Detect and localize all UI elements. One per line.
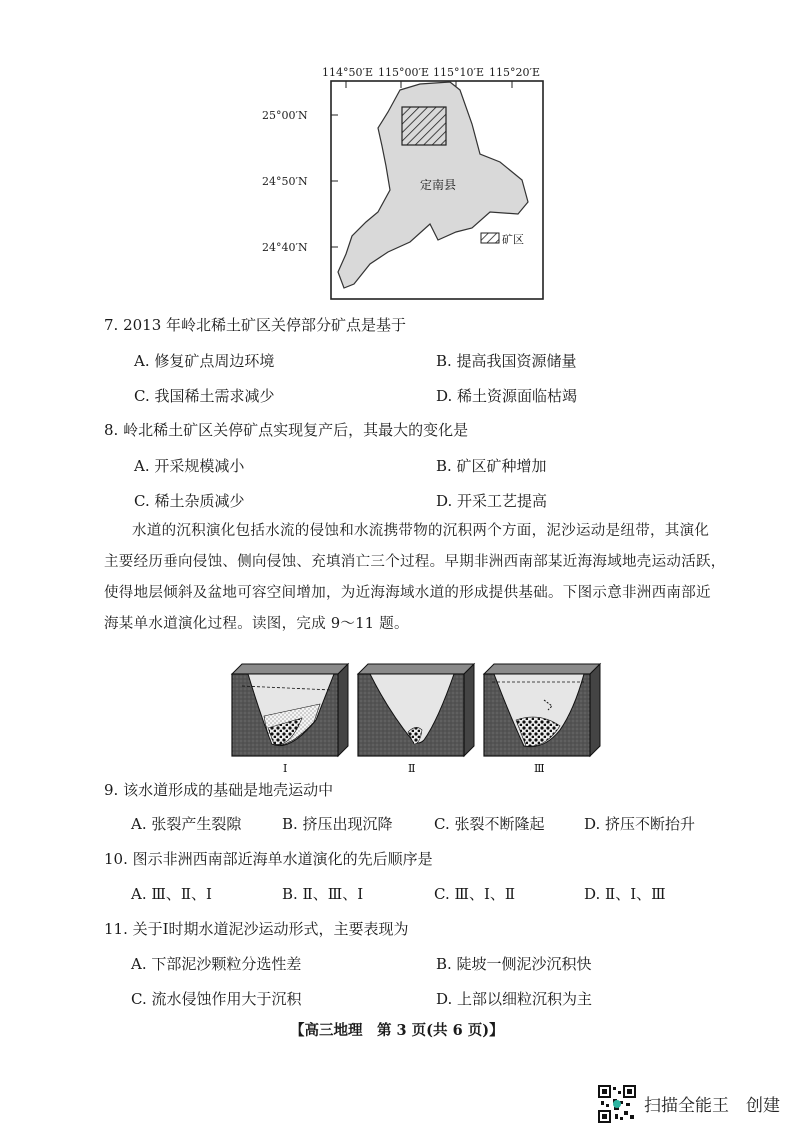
legend-swatch — [481, 233, 499, 243]
lon-label: 115°20′E — [489, 66, 541, 79]
passage-line: 使得地层倾斜及盆地可容空间增加，为近海海域水道的形成提供基础。下图示意非洲西南部近 — [104, 585, 711, 601]
q11-option-d[interactable]: D. 上部以细粒沉积为主 — [436, 990, 593, 1008]
passage-line: 水道的沉积演化包括水流的侵蚀和水流携带物的沉积两个方面，泥沙运动是纽带，其演化 — [132, 523, 710, 539]
diagram-label: Ⅱ — [408, 762, 416, 775]
diagram-label: Ⅲ — [534, 762, 545, 775]
lat-label: 24°40′N — [262, 241, 308, 254]
q10-option-d[interactable]: D. Ⅱ、Ⅰ、Ⅲ — [584, 885, 666, 903]
lon-label: 114°50′E — [322, 66, 374, 79]
q11-option-a[interactable]: A. 下部泥沙颗粒分选性差 — [131, 955, 302, 973]
q8-option-c[interactable]: C. 稀土杂质减少 — [134, 492, 245, 510]
passage — [104, 516, 768, 640]
q10-option-b[interactable]: B. Ⅱ、Ⅲ、Ⅰ — [282, 885, 364, 903]
page-footer: 【高三地理 第 3 页(共 6 页)】 — [290, 1022, 504, 1039]
q9-option-d[interactable]: D. 挤压不断抬升 — [584, 815, 696, 833]
q10-option-c[interactable]: C. Ⅲ、Ⅰ、Ⅱ — [434, 885, 516, 903]
lat-label: 25°00′N — [262, 109, 308, 122]
qr-code-icon — [598, 1085, 636, 1123]
q9-option-b[interactable]: B. 挤压出现沉降 — [282, 815, 393, 833]
mining-area — [402, 107, 446, 145]
lat-label: 24°50′N — [262, 175, 308, 188]
q8-option-d[interactable]: D. 开采工艺提高 — [436, 492, 548, 510]
diagram-label: Ⅰ — [283, 762, 288, 775]
scanner-watermark: 扫描全能王 创建 — [644, 1096, 780, 1116]
q8-option-a[interactable]: A. 开采规模减小 — [134, 457, 245, 475]
q11-option-c[interactable]: C. 流水侵蚀作用大于沉积 — [131, 990, 302, 1008]
passage-line: 主要经历垂向侵蚀、侧向侵蚀、充填消亡三个过程。早期非洲西南部某近海海域地壳运动活跃， — [104, 554, 726, 570]
lon-label: 115°10′E — [433, 66, 485, 79]
q9-option-a[interactable]: A. 张裂产生裂隙 — [131, 815, 242, 833]
channel-evolution-diagram — [228, 660, 618, 775]
lon-label: 115°00′E — [378, 66, 430, 79]
q7-option-a[interactable]: A. 修复矿点周边环境 — [134, 352, 275, 370]
q7-option-d[interactable]: D. 稀土资源面临枯竭 — [436, 387, 578, 405]
question-7-stem: 7. 2013 年岭北稀土矿区关停部分矿点是基于 — [104, 316, 407, 334]
q9-option-c[interactable]: C. 张裂不断隆起 — [434, 815, 545, 833]
question-10-stem: 10. 图示非洲西南部近海单水道演化的先后顺序是 — [104, 850, 433, 868]
legend-label: 矿区 — [502, 233, 524, 246]
q8-option-b[interactable]: B. 矿区矿种增加 — [436, 457, 547, 475]
q7-option-b[interactable]: B. 提高我国资源储量 — [436, 352, 577, 370]
q7-option-c[interactable]: C. 我国稀土需求减少 — [134, 387, 275, 405]
q10-option-a[interactable]: A. Ⅲ、Ⅱ、Ⅰ — [131, 885, 212, 903]
question-11-stem: 11. 关于Ⅰ时期水道泥沙运动形式，主要表现为 — [104, 920, 409, 938]
passage-line: 海某单水道演化过程。读图，完成 9～11 题。 — [104, 616, 409, 632]
block-3 — [484, 664, 600, 756]
county-label: 定南县 — [420, 178, 457, 192]
q11-option-b[interactable]: B. 陡坡一侧泥沙沉积快 — [436, 955, 592, 973]
question-8-stem: 8. 岭北稀土矿区关停矿点实现复产后，其最大的变化是 — [104, 421, 469, 439]
block-1 — [232, 664, 348, 756]
question-9-stem: 9. 该水道形成的基础是地壳运动中 — [104, 781, 334, 799]
block-2 — [358, 664, 474, 756]
location-map — [260, 62, 560, 312]
